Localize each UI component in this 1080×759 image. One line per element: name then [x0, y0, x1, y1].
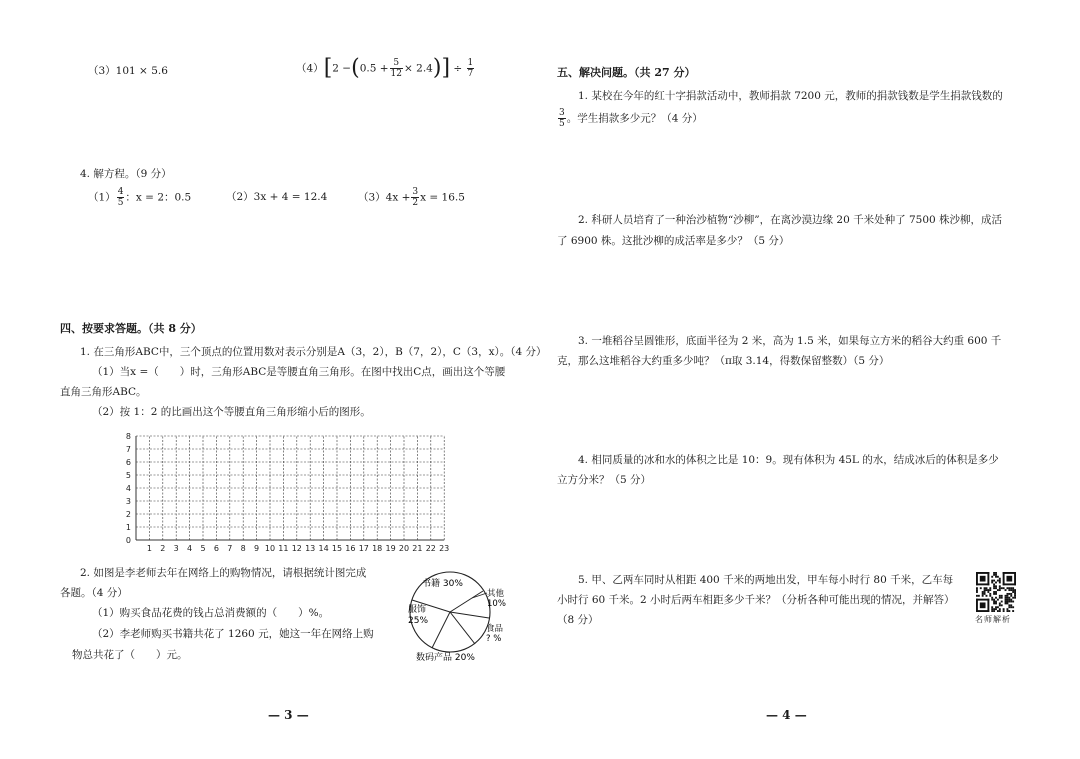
pie-label-digital: 数码产品 20%	[416, 653, 475, 663]
calc-4: （4）[2 −(0.5 + $\frac{5}{12}$ × 2.4)] ÷ $\frac{1}{7}$	[296, 55, 474, 81]
s4-problem-2-line-4: （2）李老师购买书籍共花了 1260 元，她这一年在网络上购	[92, 628, 374, 640]
fraction-5-12: $\frac{5}{12}$	[390, 58, 402, 79]
y-tick-label: 2	[125, 510, 131, 519]
calc-4-part-a: 2 −	[332, 62, 352, 75]
r-q4-line-2: 立方分米？（5 分）	[557, 474, 652, 486]
fraction-3-5: $\frac{3}{5}$	[559, 108, 565, 129]
x-tick-label: 18	[372, 544, 383, 553]
x-tick-label: 21	[412, 544, 423, 553]
r-q1-line-2: $\frac{3}{5}$ 。学生捐款多少元？（4 分）	[559, 108, 703, 129]
x-tick-label: 3	[173, 544, 179, 553]
section-5-title: 五、解决问题。（共 27 分）	[557, 66, 696, 79]
r-q3-line-2: 克，那么这堆稻谷大约重多少吨？（π取 3.14，得数保留整数）（5 分）	[557, 355, 890, 367]
page-number-left: — 3 —	[268, 708, 309, 722]
x-tick-label: 8	[240, 544, 246, 553]
s4-problem-1-line-4: （2）按 1：2 的比画出这个等腰直角三角形缩小后的图形。	[92, 406, 371, 418]
s4-problem-1-line-2: （1）当x =（ ）时，三角形ABC是等腰直角三角形。在图中找出C点，画出这个等腰	[92, 366, 506, 378]
y-tick-label: 7	[125, 445, 131, 454]
qr-caption: 名师解析	[975, 615, 1011, 624]
x-tick-label: 7	[227, 544, 233, 553]
calc-3: （3）101 × 5.6	[88, 65, 168, 77]
y-tick-label: 3	[125, 497, 131, 506]
x-tick-label: 2	[160, 544, 166, 553]
x-tick-label: 4	[187, 544, 193, 553]
x-tick-label: 1	[146, 544, 152, 553]
x-tick-label: 6	[213, 544, 219, 553]
y-tick-label: 8	[125, 432, 131, 441]
calc-4-part-b: 0.5 +	[359, 62, 389, 75]
s4-problem-1-line-1: 1. 在三角形ABC中，三个顶点的位置用数对表示分别是A（3，2），B（7，2），C（3，x）。（4 分）	[80, 346, 547, 358]
r-q5-line-2: 小时行 60 千米。2 小时后两车相距多少千米？（分析各种可能出现的情况，并解答）	[557, 594, 955, 606]
x-tick-label: 15	[331, 544, 343, 553]
x-tick-label: 20	[398, 544, 410, 553]
y-tick-label: 6	[125, 458, 131, 467]
y-tick-label: 1	[125, 523, 131, 532]
equation-3: （3）4x + $\frac{3}{2}$ x = 16.5	[358, 187, 465, 208]
s4-problem-2-line-3: （1）购买食品花费的钱占总消费额的（ ）%。	[92, 607, 330, 619]
r-q4-line-1: 4. 相同质量的冰和水的体积之比是 10：9。现有体积为 45L 的水，结成冰后的体积是多少	[578, 454, 999, 466]
pie-label-books: 书籍 30%	[422, 579, 463, 589]
x-tick-label: 22	[425, 544, 436, 553]
s4-problem-2-line-2: 各题。（4 分）	[60, 587, 128, 599]
q4-title: 4. 解方程。（9 分）	[80, 168, 172, 180]
x-tick-label: 11	[278, 544, 289, 553]
fraction-1-7: $\frac{1}{7}$	[467, 58, 474, 79]
x-tick-label: 19	[385, 544, 396, 553]
calc-4-div: ÷	[453, 62, 463, 75]
r-q5-line-1: 5. 甲、乙两车同时从相距 400 千米的两地出发，甲车每小时行 80 千米，乙车每	[578, 574, 954, 586]
pie-label-food-name: 食品	[486, 624, 504, 634]
x-tick-label: 5	[200, 544, 206, 553]
calc-4-part-c: × 2.4	[404, 62, 433, 75]
x-tick-label: 10	[264, 544, 276, 553]
s4-problem-2-line-5: 物总共花了（ ）元。	[72, 649, 188, 661]
pie-label-clothes-pct: 25%	[408, 616, 429, 626]
equation-1: （1） $\frac{4}{5}$ ：x = 2：0.5	[88, 187, 192, 208]
pie-label-food-pct: ? %	[486, 634, 502, 644]
y-tick-label: 5	[125, 471, 131, 480]
pie-label-other-name: 其他	[487, 589, 505, 599]
calc-4-label: （4）	[296, 62, 324, 75]
pie-divider-other-food	[450, 612, 489, 618]
y-tick-label: 4	[125, 484, 131, 493]
x-tick-label: 17	[358, 544, 369, 553]
r-q1-line-1: 1. 某校在今年的红十字捐款活动中，教师捐款 7200 元，教师的捐款钱数是学生捐款钱数的	[578, 90, 1003, 102]
x-tick-label: 12	[291, 544, 302, 553]
r-q3-line-1: 3. 一堆稻谷呈圆锥形，底面半径为 2 米，高为 1.5 米，如果每立方米的稻谷大约重 600 千	[578, 335, 1002, 347]
y-tick-label: 0	[125, 536, 131, 545]
coordinate-grid[interactable]	[118, 428, 458, 558]
equation-2: （2）3x + 4 = 12.4	[226, 191, 328, 203]
x-tick-label: 14	[318, 544, 329, 553]
section-4-title: 四、按要求答题。（共 8 分）	[60, 322, 202, 335]
r-q2-line-1: 2. 科研人员培育了一种治沙植物“沙柳”，在离沙漠边缘 20 千米处种了 7500 株沙柳，成活	[578, 214, 1003, 226]
x-tick-label: 23	[439, 544, 450, 553]
x-tick-label: 13	[305, 544, 316, 553]
pie-divider-food-digital	[450, 612, 475, 644]
s4-problem-2-line-1: 2. 如图是李老师去年在网络上的购物情况，请根据统计图完成	[80, 567, 367, 579]
page-number-right: — 4 —	[766, 708, 807, 722]
pie-label-clothes-name: 服饰	[408, 605, 427, 615]
qr-code-icon[interactable]	[976, 572, 1016, 612]
x-tick-label: 16	[345, 544, 356, 553]
r-q5-line-3: （8 分）	[557, 614, 599, 626]
pie-divider-digital-clothes	[432, 612, 450, 648]
pie-divider-books-other	[450, 591, 483, 612]
s4-problem-1-line-3: 直角三角形ABC。	[60, 386, 147, 398]
shopping-pie-chart	[392, 568, 522, 668]
x-tick-label: 9	[254, 544, 260, 553]
r-q2-line-2: 了 6900 株。这批沙柳的成活率是多少？（5 分）	[557, 235, 790, 247]
pie-label-other-pct: 10%	[487, 599, 506, 609]
